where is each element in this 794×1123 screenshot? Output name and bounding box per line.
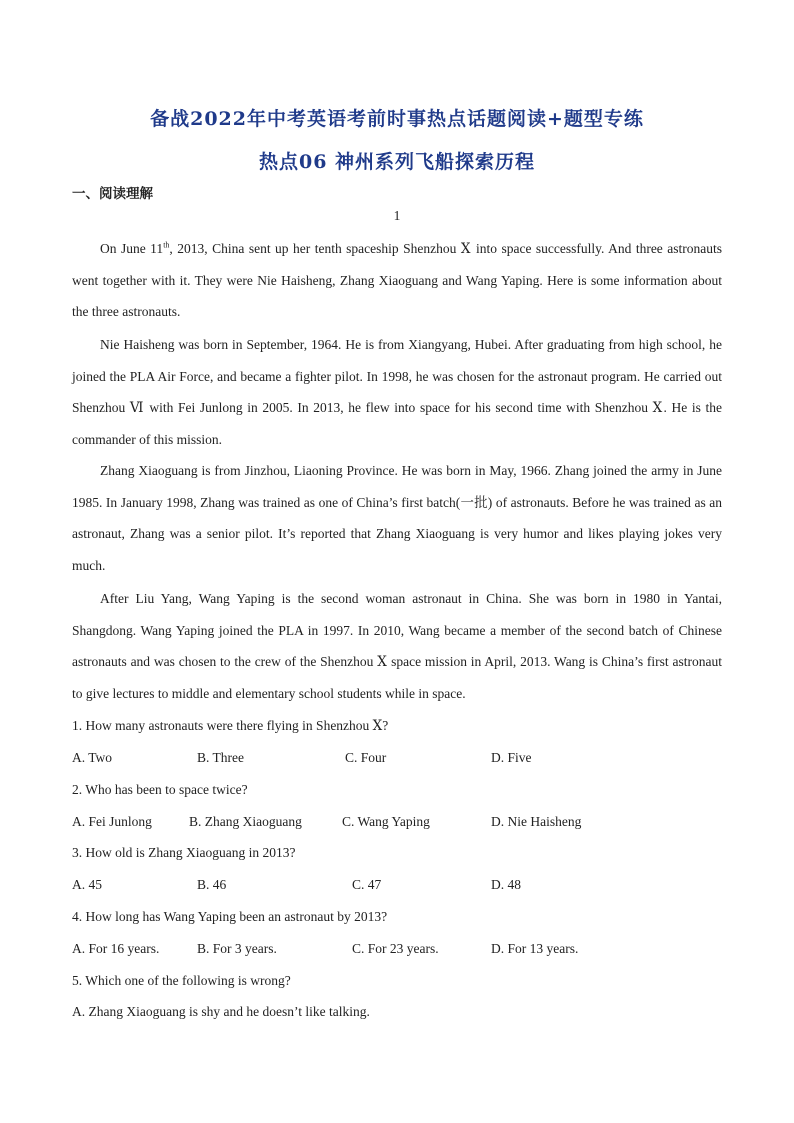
section-heading: 一、阅读理解 (72, 186, 153, 202)
question-2-option-d[interactable]: D. Nie Haisheng (491, 814, 582, 829)
question-1-option-d[interactable]: D. Five (491, 750, 532, 765)
page-subtitle: 热点06 神州系列飞船探索历程 (258, 151, 536, 173)
question-4-option-c[interactable]: C. For 23 years. (352, 941, 439, 956)
question-4-option-b[interactable]: B. For 3 years. (197, 941, 277, 956)
question-3-option-c[interactable]: C. 47 (352, 877, 382, 892)
question-1-option-a[interactable]: A. Two (72, 750, 113, 765)
paragraph-4: After Liu Yang, Wang Yaping is the second woman astronaut in China. She was born in 1980 in Yantai, Shangdong. Wang Yaping joined the PLA in 1997. In 2010, Wang became a member of the second batch of Chinese astronauts and was chosen to the crew of the Shenzhou Ⅹ space mission in April, 2013. Wang is China’s first astronaut to give lectures to middle and elementary school students while in space. (72, 591, 722, 701)
question-5-option-a[interactable]: A. Zhang Xiaoguang is shy and he doesn’t like talking. (72, 1004, 370, 1019)
question-2: 2. Who has been to space twice? (72, 782, 248, 797)
question-4-option-a[interactable]: A. For 16 years. (72, 941, 160, 956)
paragraph-2: Nie Haisheng was born in September, 1964. He is from Xiangyang, Hubei. After graduating from high school, he joined the PLA Air Force, and became a fighter pilot. In 1998, he was chosen for the astronaut program. He carried out Shenzhou Ⅵ with Fei Junlong in 2005. In 2013, he flew into space for his second time with Shenzhou Ⅹ. He is the commander of this mission. (72, 337, 722, 447)
question-4: 4. How long has Wang Yaping been an astronaut by 2013? (72, 909, 388, 924)
page-title: 备战2022年中考英语考前时事热点话题阅读+题型专练 (150, 108, 644, 130)
paragraph-3: Zhang Xiaoguang is from Jinzhou, Liaoning Province. He was born in May, 1966. Zhang joined the army in June 1985. In January 1998, Zhang was trained as one of China’s first batch(一批) of astronauts. Before he was trained as an astronaut, Zhang was a senior pilot. It’s reported that Zhang Xiaoguang is very humor and likes playing jokes very much. (72, 463, 722, 573)
question-3-option-b[interactable]: B. 46 (197, 877, 227, 892)
passage-number: 1 (393, 208, 401, 223)
paragraph-1-rest: , 2013, China sent up her tenth spaceship Shenzhou Ⅹ into space successfully. And three astronauts went together with it. They were Nie Haisheng, Zhang Xiaoguang and Wang Yaping. Here is some information about the three astronauts. (72, 241, 723, 320)
question-1-option-c[interactable]: C. Four (345, 750, 387, 765)
ordinal-suffix: th (163, 240, 170, 250)
question-5: 5. Which one of the following is wrong? (72, 973, 291, 988)
paragraph-1-start: On June 11 (100, 241, 164, 256)
question-3: 3. How old is Zhang Xiaoguang in 2013? (72, 845, 296, 860)
question-2-option-c[interactable]: C. Wang Yaping (342, 814, 430, 829)
question-2-option-a[interactable]: A. Fei Junlong (72, 814, 152, 829)
question-1-option-b[interactable]: B. Three (197, 750, 244, 765)
question-2-option-b[interactable]: B. Zhang Xiaoguang (189, 814, 302, 829)
paragraph-1 (72, 233, 722, 328)
question-4-option-d[interactable]: D. For 13 years. (491, 941, 579, 956)
question-1: 1. How many astronauts were there flying in Shenzhou Ⅹ? (72, 718, 389, 733)
question-3-option-d[interactable]: D. 48 (491, 877, 521, 892)
question-3-option-a[interactable]: A. 45 (72, 877, 102, 892)
